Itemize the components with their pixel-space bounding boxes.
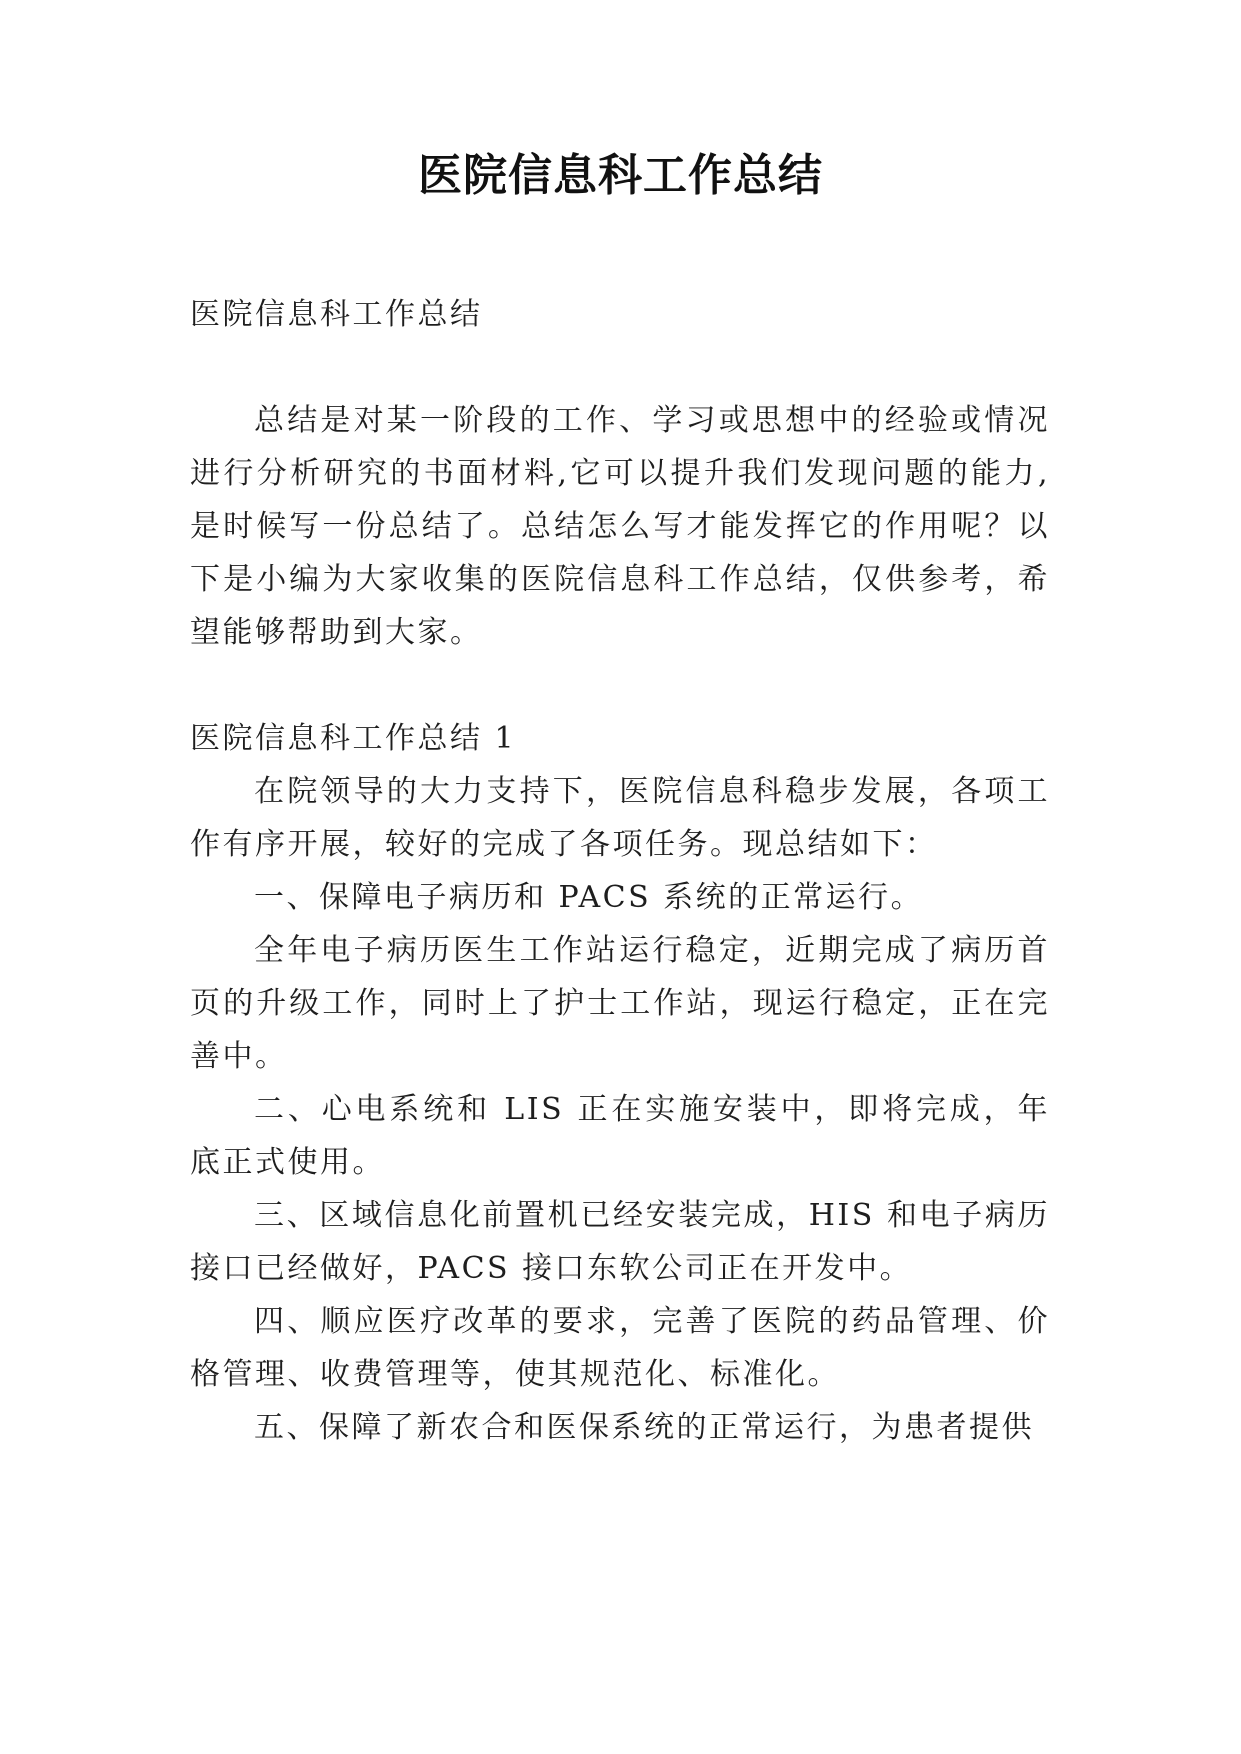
body-paragraph-3: 全年电子病历医生工作站运行稳定，近期完成了病历首页的升级工作，同时上了护士工作站，现运行稳定，正在完善中。 — [190, 933, 1050, 1074]
document-title: 医院信息科工作总结 — [418, 150, 823, 201]
body-paragraph-2: 一、保障电子病历和 PACS 系统的正常运行。 — [254, 880, 924, 915]
intro-paragraph: 总结是对某一阶段的工作、学习或思想中的经验或情况进行分析研究的书面材料,它可以提升我们发现问题的能力,是时候写一份总结了。总结怎么写才能发挥它的作用呢？以下是小编为大家收集的医院信息科工作总结，仅供参考，希望能够帮助到大家。 — [190, 403, 1050, 650]
body-paragraph-4: 二、心电系统和 LIS 正在实施安装中，即将完成，年底正式使用。 — [190, 1092, 1050, 1180]
document-body — [190, 288, 1050, 1454]
body-paragraph-7: 五、保障了新农合和医保系统的正常运行，为患者提供 — [254, 1410, 1034, 1445]
section-heading: 医院信息科工作总结 1 — [190, 721, 517, 756]
body-paragraph-1: 在院领导的大力支持下，医院信息科稳步发展，各项工作有序开展，较好的完成了各项任务。现总结如下： — [190, 774, 1050, 862]
document-subtitle: 医院信息科工作总结 — [190, 297, 483, 332]
body-paragraph-6: 四、顺应医疗改革的要求，完善了医院的药品管理、价格管理、收费管理等，使其规范化、标准化。 — [190, 1304, 1050, 1392]
body-paragraph-5: 三、区域信息化前置机已经安装完成，HIS 和电子病历接口已经做好，PACS 接口东软公司正在开发中。 — [190, 1198, 1050, 1286]
